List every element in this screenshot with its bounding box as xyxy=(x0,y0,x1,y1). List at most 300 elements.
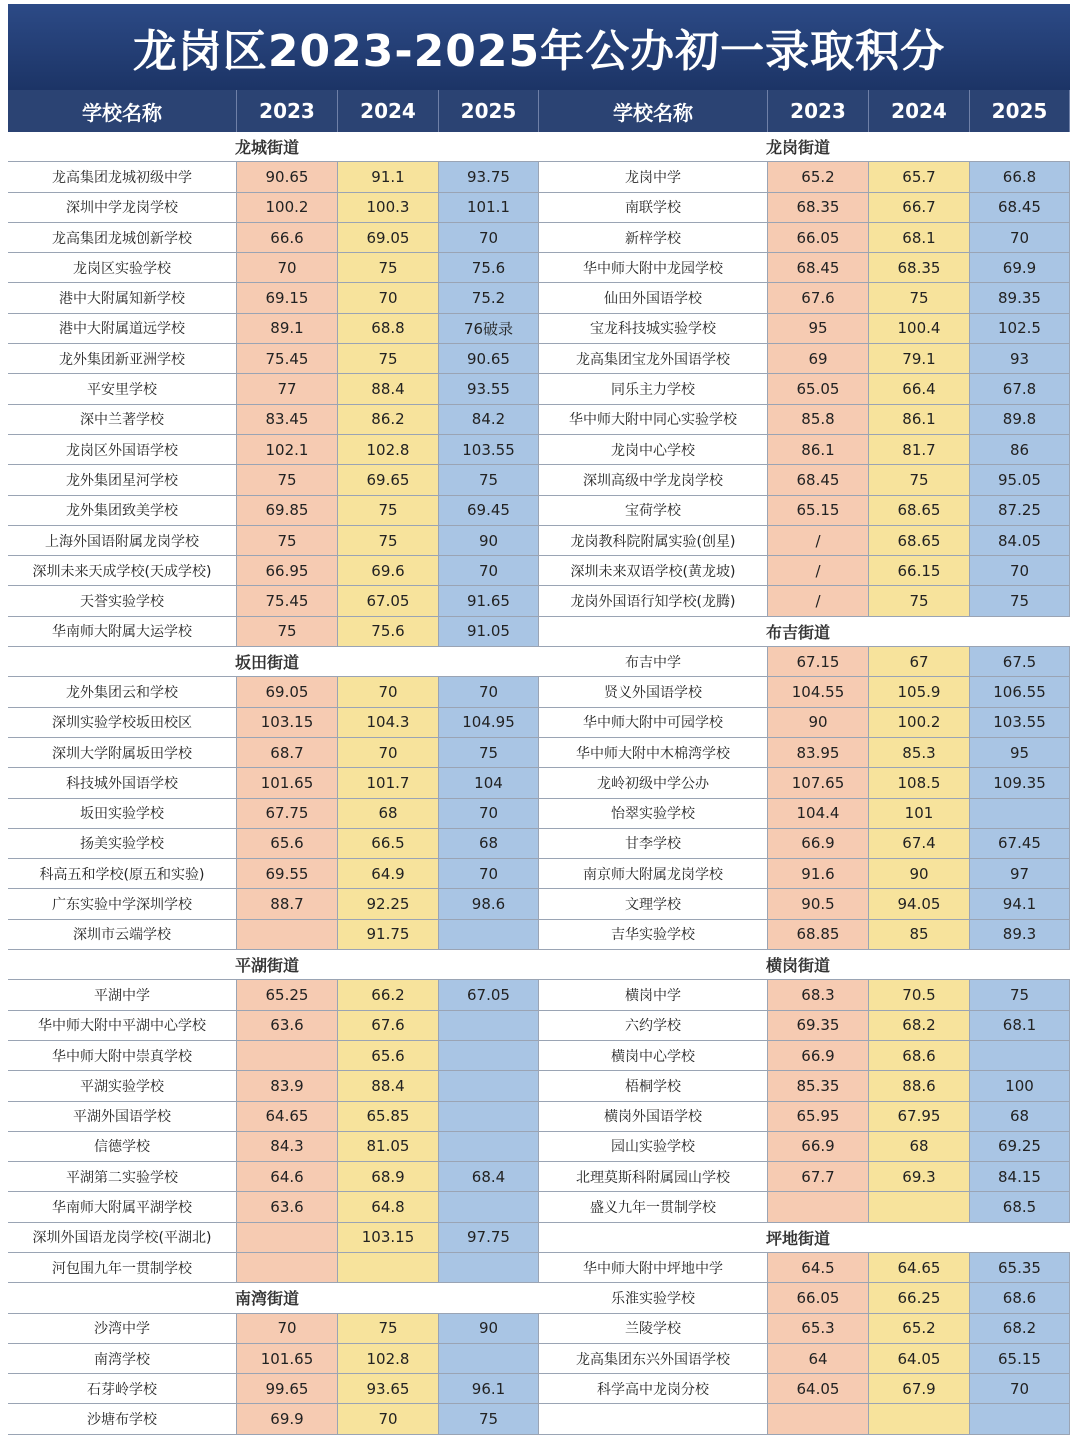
table-row xyxy=(539,1374,1070,1404)
table-row xyxy=(539,1253,1070,1283)
school-name-cell: 横岗外国语学校 xyxy=(539,1102,768,1131)
school-name-cell: 龙外集团致美学校 xyxy=(8,496,237,525)
table-row xyxy=(8,920,539,950)
school-name-cell: 信德学校 xyxy=(8,1132,237,1161)
score-2025-cell: 68 xyxy=(439,829,539,858)
score-2024-cell: 66.15 xyxy=(869,556,970,585)
table-row xyxy=(8,1404,539,1434)
score-2024-cell: 100.2 xyxy=(869,708,970,737)
table-row xyxy=(8,556,539,586)
score-2023-cell: 90.65 xyxy=(237,162,338,191)
score-2023-cell: 66.9 xyxy=(768,1041,869,1070)
score-2025-cell xyxy=(439,1041,539,1070)
score-2025-cell: 84.2 xyxy=(439,405,539,434)
school-name-cell: 港中大附属道远学校 xyxy=(8,314,237,343)
score-2025-cell: 90 xyxy=(439,1314,539,1343)
score-2025-cell: 97 xyxy=(970,859,1070,888)
table-row xyxy=(539,768,1070,798)
district-name: 布吉街道 xyxy=(765,622,830,642)
table-row xyxy=(539,253,1070,283)
score-2023-cell: 68.85 xyxy=(768,920,869,949)
school-name-cell: 平湖外国语学校 xyxy=(8,1102,237,1131)
score-2023-cell: 83.45 xyxy=(237,405,338,434)
school-name-cell: 深圳未来天成学校(天成学校) xyxy=(8,556,237,585)
school-name-cell: 龙岗中学 xyxy=(539,162,768,191)
score-2025-cell: 87.25 xyxy=(970,496,1070,525)
school-name-cell: 龙外集团新亚洲学校 xyxy=(8,344,237,373)
table-row xyxy=(539,193,1070,223)
score-2025-cell: 106.55 xyxy=(970,677,1070,706)
score-2024-cell: 64.8 xyxy=(338,1192,439,1221)
score-2024-cell: 67.9 xyxy=(869,1374,970,1403)
score-2023-cell: 65.2 xyxy=(768,162,869,191)
table-row xyxy=(539,920,1070,950)
score-2023-cell: 89.1 xyxy=(237,314,338,343)
score-2025-cell: 84.15 xyxy=(970,1162,1070,1191)
table-row xyxy=(8,889,539,919)
school-name-cell: 平湖实验学校 xyxy=(8,1071,237,1100)
score-2023-cell: 67.6 xyxy=(768,283,869,312)
score-2024-cell: 64.65 xyxy=(869,1253,970,1282)
score-2023-cell: 65.3 xyxy=(768,1314,869,1343)
table-row xyxy=(8,193,539,223)
table-row xyxy=(8,617,539,647)
table-row xyxy=(8,1344,539,1374)
school-name-cell: 科高五和学校(原五和实验) xyxy=(8,859,237,888)
school-name-cell: 梧桐学校 xyxy=(539,1071,768,1100)
score-2025-cell: 68.2 xyxy=(970,1314,1070,1343)
score-2024-cell: 68.65 xyxy=(869,496,970,525)
district-row xyxy=(8,1283,539,1313)
school-name-cell: 深圳高级中学龙岗学校 xyxy=(539,465,768,494)
score-2024-cell: 67.95 xyxy=(869,1102,970,1131)
score-2024-cell: 68 xyxy=(338,799,439,828)
table-row xyxy=(539,829,1070,859)
score-2025-cell: 75 xyxy=(439,738,539,767)
score-2025-cell: 67.45 xyxy=(970,829,1070,858)
table-row xyxy=(8,859,539,889)
table-row xyxy=(8,677,539,707)
district-row xyxy=(539,617,1070,647)
header-2025: 2025 xyxy=(439,90,539,132)
score-2023-cell: 66.05 xyxy=(768,223,869,252)
table-row xyxy=(8,708,539,738)
school-name-cell: 吉华实验学校 xyxy=(539,920,768,949)
score-2024-cell: 81.05 xyxy=(338,1132,439,1161)
score-2023-cell: 101.65 xyxy=(237,768,338,797)
header-2024: 2024 xyxy=(869,90,970,132)
score-2025-cell: 70 xyxy=(439,799,539,828)
school-name-cell: 同乐主力学校 xyxy=(539,374,768,403)
score-2024-cell: 75.6 xyxy=(338,617,439,646)
school-name-cell: 横岗中心学校 xyxy=(539,1041,768,1070)
school-name-cell: 深圳大学附属坂田学校 xyxy=(8,738,237,767)
score-2024-cell: 70.5 xyxy=(869,980,970,1009)
score-2023-cell: 69.85 xyxy=(237,496,338,525)
score-2024-cell: 66.5 xyxy=(338,829,439,858)
score-2024-cell: 68.2 xyxy=(869,1011,970,1040)
score-2024-cell: 101 xyxy=(869,799,970,828)
score-2025-cell: 70 xyxy=(970,223,1070,252)
school-name-cell: 华中师大附中同心实验学校 xyxy=(539,405,768,434)
table-row xyxy=(8,1041,539,1071)
score-2023-cell: 100.2 xyxy=(237,193,338,222)
table-row xyxy=(8,1192,539,1222)
score-2024-cell: 75 xyxy=(338,344,439,373)
score-2024-cell: 105.9 xyxy=(869,677,970,706)
school-name-cell: 沙塘布学校 xyxy=(8,1404,237,1433)
score-2023-cell: 101.65 xyxy=(237,1344,338,1373)
score-2024-cell: 75 xyxy=(338,526,439,555)
score-2025-cell: 75 xyxy=(970,980,1070,1009)
score-2023-cell: 75 xyxy=(237,617,338,646)
score-2023-cell: 83.9 xyxy=(237,1071,338,1100)
school-name-cell: 龙岭初级中学公办 xyxy=(539,768,768,797)
school-name-cell: 上海外国语附属龙岗学校 xyxy=(8,526,237,555)
score-2023-cell: 83.95 xyxy=(768,738,869,767)
score-2023-cell: 85.8 xyxy=(768,405,869,434)
score-2025-cell: 90.65 xyxy=(439,344,539,373)
score-2023-cell: 65.25 xyxy=(237,980,338,1009)
score-2023-cell xyxy=(237,1041,338,1070)
score-2024-cell: 102.8 xyxy=(338,1344,439,1373)
score-2024-cell: 68.35 xyxy=(869,253,970,282)
header-2025: 2025 xyxy=(970,90,1070,132)
score-2025-cell: 70 xyxy=(439,223,539,252)
score-2024-cell: 108.5 xyxy=(869,768,970,797)
score-2025-cell: 67.8 xyxy=(970,374,1070,403)
score-2025-cell: 70 xyxy=(439,677,539,706)
table-row xyxy=(539,1314,1070,1344)
score-2025-cell: 95 xyxy=(970,738,1070,767)
score-2023-cell: 64.05 xyxy=(768,1374,869,1403)
district-name: 龙城街道 xyxy=(234,138,299,158)
score-2024-cell: 92.25 xyxy=(338,889,439,918)
score-2023-cell: / xyxy=(768,526,869,555)
score-2023-cell: 69 xyxy=(768,344,869,373)
score-2023-cell xyxy=(768,1192,869,1221)
score-2024-cell: 85 xyxy=(869,920,970,949)
school-name-cell: 乐淮实验学校 xyxy=(539,1283,768,1312)
district-name: 平湖街道 xyxy=(234,956,299,976)
school-name-cell: 甘李学校 xyxy=(539,829,768,858)
table-row xyxy=(539,1132,1070,1162)
score-2025-cell xyxy=(439,1071,539,1100)
score-2025-cell: 91.65 xyxy=(439,586,539,615)
score-2023-cell: 70 xyxy=(237,1314,338,1343)
table-row xyxy=(8,980,539,1010)
score-2024-cell: 86.1 xyxy=(869,405,970,434)
school-name-cell: 龙高集团宝龙外国语学校 xyxy=(539,344,768,373)
score-2023-cell: 69.55 xyxy=(237,859,338,888)
school-name-cell: 怡翠实验学校 xyxy=(539,799,768,828)
district-name: 龙岗街道 xyxy=(765,138,830,158)
score-2025-cell: 76破录 xyxy=(439,314,539,343)
table-row xyxy=(539,647,1070,677)
score-2023-cell: 66.05 xyxy=(768,1283,869,1312)
school-name-cell: 深圳外国语龙岗学校(平湖北) xyxy=(8,1223,237,1252)
header-2023: 2023 xyxy=(768,90,869,132)
score-2025-cell xyxy=(439,1192,539,1221)
score-2025-cell: 90 xyxy=(439,526,539,555)
table-header xyxy=(8,90,539,132)
score-2024-cell: 69.3 xyxy=(869,1162,970,1191)
score-2024-cell: 100.3 xyxy=(338,193,439,222)
score-2025-cell: 84.05 xyxy=(970,526,1070,555)
score-2023-cell: 64.5 xyxy=(768,1253,869,1282)
score-2025-cell: 91.05 xyxy=(439,617,539,646)
score-2023-cell: / xyxy=(768,556,869,585)
score-2025-cell: 65.35 xyxy=(970,1253,1070,1282)
score-2024-cell: 66.7 xyxy=(869,193,970,222)
score-2023-cell: 95 xyxy=(768,314,869,343)
score-2025-cell: 86 xyxy=(970,435,1070,464)
table-row xyxy=(539,708,1070,738)
table-row xyxy=(8,586,539,616)
school-name-cell: 华中师大附中可园学校 xyxy=(539,708,768,737)
table-row xyxy=(539,1071,1070,1101)
score-2024-cell: 70 xyxy=(338,283,439,312)
school-name-cell: 龙岗外国语行知学校(龙腾) xyxy=(539,586,768,615)
school-name-cell: 石芽岭学校 xyxy=(8,1374,237,1403)
score-2023-cell: 65.6 xyxy=(237,829,338,858)
score-2024-cell: 75 xyxy=(869,465,970,494)
score-2025-cell: 68.1 xyxy=(970,1011,1070,1040)
score-2024-cell: 65.6 xyxy=(338,1041,439,1070)
score-2023-cell: 104.55 xyxy=(768,677,869,706)
score-2024-cell: 67 xyxy=(869,647,970,676)
score-2023-cell: 75 xyxy=(237,465,338,494)
score-2024-cell: 64.9 xyxy=(338,859,439,888)
score-2024-cell xyxy=(869,1192,970,1221)
score-2023-cell: 65.95 xyxy=(768,1102,869,1131)
district-row xyxy=(8,132,539,162)
school-name-cell: 龙高集团龙城初级中学 xyxy=(8,162,237,191)
school-name-cell: 平湖中学 xyxy=(8,980,237,1009)
score-2023-cell: 77 xyxy=(237,374,338,403)
school-name-cell: 布吉中学 xyxy=(539,647,768,676)
score-2025-cell: 69.45 xyxy=(439,496,539,525)
district-row xyxy=(8,647,539,677)
score-2024-cell: 65.85 xyxy=(338,1102,439,1131)
score-2023-cell: 70 xyxy=(237,253,338,282)
score-2025-cell: 101.1 xyxy=(439,193,539,222)
table-row xyxy=(8,465,539,495)
school-name-cell: 华南师大附属平湖学校 xyxy=(8,1192,237,1221)
score-2025-cell: 70 xyxy=(439,556,539,585)
score-2024-cell: 86.2 xyxy=(338,405,439,434)
score-2025-cell: 69.25 xyxy=(970,1132,1070,1161)
score-2025-cell: 103.55 xyxy=(439,435,539,464)
score-2025-cell: 68.4 xyxy=(439,1162,539,1191)
school-name-cell: 龙高集团龙城创新学校 xyxy=(8,223,237,252)
school-name-cell: 北理莫斯科附属园山学校 xyxy=(539,1162,768,1191)
school-name-cell: 龙外集团云和学校 xyxy=(8,677,237,706)
table-row xyxy=(8,1253,539,1283)
school-name-cell: 六约学校 xyxy=(539,1011,768,1040)
table-header xyxy=(539,90,1070,132)
table-row xyxy=(8,314,539,344)
school-name-cell: 广东实验中学深圳学校 xyxy=(8,889,237,918)
score-2024-cell: 93.65 xyxy=(338,1374,439,1403)
table-row xyxy=(539,283,1070,313)
score-2025-cell: 69.9 xyxy=(970,253,1070,282)
school-name-cell: 港中大附属知新学校 xyxy=(8,283,237,312)
score-2023-cell: 66.6 xyxy=(237,223,338,252)
score-2024-cell: 75 xyxy=(338,1314,439,1343)
score-2023-cell: 90.5 xyxy=(768,889,869,918)
score-2023-cell: 68.7 xyxy=(237,738,338,767)
table-row xyxy=(8,829,539,859)
score-2025-cell: 93 xyxy=(970,344,1070,373)
score-2025-cell: 75.6 xyxy=(439,253,539,282)
score-2025-cell xyxy=(439,1011,539,1040)
score-2024-cell: 66.25 xyxy=(869,1283,970,1312)
score-2024-cell: 75 xyxy=(338,253,439,282)
school-name-cell: 坂田实验学校 xyxy=(8,799,237,828)
school-name-cell: 华中师大附中木棉湾学校 xyxy=(539,738,768,767)
table-row xyxy=(8,1071,539,1101)
score-2025-cell xyxy=(439,920,539,949)
score-2025-cell: 68.45 xyxy=(970,193,1070,222)
score-2025-cell: 70 xyxy=(970,556,1070,585)
score-2025-cell: 66.8 xyxy=(970,162,1070,191)
score-2024-cell: 101.7 xyxy=(338,768,439,797)
score-2023-cell xyxy=(768,1404,869,1433)
school-name-cell: 龙岗中心学校 xyxy=(539,435,768,464)
district-name: 坪地街道 xyxy=(765,1228,830,1248)
school-name-cell: 深圳中学龙岗学校 xyxy=(8,193,237,222)
school-name-cell: 深中兰著学校 xyxy=(8,405,237,434)
score-2023-cell: 67.15 xyxy=(768,647,869,676)
score-2024-cell: 104.3 xyxy=(338,708,439,737)
score-2023-cell: 75 xyxy=(237,526,338,555)
district-row xyxy=(8,950,539,980)
score-2023-cell: 66.9 xyxy=(768,1132,869,1161)
table-row xyxy=(539,496,1070,526)
score-2023-cell: 102.1 xyxy=(237,435,338,464)
table-row xyxy=(8,526,539,556)
school-name-cell: 扬美实验学校 xyxy=(8,829,237,858)
score-2023-cell: 69.9 xyxy=(237,1404,338,1433)
score-2024-cell: 67.6 xyxy=(338,1011,439,1040)
table-row xyxy=(539,1192,1070,1222)
table-row xyxy=(8,768,539,798)
score-2024-cell: 68.6 xyxy=(869,1041,970,1070)
score-2024-cell: 75 xyxy=(869,586,970,615)
score-2025-cell xyxy=(439,1344,539,1373)
table-row xyxy=(539,980,1070,1010)
school-name-cell: 仙田外国语学校 xyxy=(539,283,768,312)
school-name-cell: 龙岗区实验学校 xyxy=(8,253,237,282)
score-2023-cell: 64 xyxy=(768,1344,869,1373)
left-table xyxy=(8,90,539,1435)
score-2023-cell: 69.35 xyxy=(768,1011,869,1040)
score-2025-cell: 75 xyxy=(970,586,1070,615)
table-row xyxy=(539,1102,1070,1132)
school-name-cell: 文理学校 xyxy=(539,889,768,918)
score-2023-cell: 69.15 xyxy=(237,283,338,312)
table-row xyxy=(539,586,1070,616)
score-2025-cell xyxy=(970,1041,1070,1070)
right-table xyxy=(539,90,1070,1435)
score-2025-cell: 100 xyxy=(970,1071,1070,1100)
table-row xyxy=(8,435,539,465)
right-table-body xyxy=(539,132,1070,1435)
score-2024-cell: 69.6 xyxy=(338,556,439,585)
table-row xyxy=(8,799,539,829)
score-2024-cell: 94.05 xyxy=(869,889,970,918)
score-2025-cell xyxy=(439,1102,539,1131)
table-row xyxy=(8,162,539,192)
school-name-cell: 兰陵学校 xyxy=(539,1314,768,1343)
table-row xyxy=(539,556,1070,586)
score-2024-cell: 88.4 xyxy=(338,374,439,403)
score-2025-cell: 97.75 xyxy=(439,1223,539,1252)
score-2024-cell: 79.1 xyxy=(869,344,970,373)
table-row xyxy=(8,344,539,374)
score-2023-cell: 75.45 xyxy=(237,344,338,373)
school-name-cell: 宝龙科技城实验学校 xyxy=(539,314,768,343)
score-2024-cell: 68.9 xyxy=(338,1162,439,1191)
score-2024-cell: 91.75 xyxy=(338,920,439,949)
school-name-cell: 南湾学校 xyxy=(8,1344,237,1373)
table-row xyxy=(8,738,539,768)
score-2025-cell: 70 xyxy=(970,1374,1070,1403)
score-2023-cell: 86.1 xyxy=(768,435,869,464)
score-2025-cell xyxy=(970,799,1070,828)
score-2024-cell: 91.1 xyxy=(338,162,439,191)
table-row xyxy=(8,374,539,404)
score-2023-cell: 68.3 xyxy=(768,980,869,1009)
score-2025-cell: 109.35 xyxy=(970,768,1070,797)
score-2024-cell: 70 xyxy=(338,677,439,706)
score-2025-cell: 75 xyxy=(439,465,539,494)
score-2023-cell: 84.3 xyxy=(237,1132,338,1161)
table-row xyxy=(8,253,539,283)
score-2025-cell: 94.1 xyxy=(970,889,1070,918)
score-2025-cell: 70 xyxy=(439,859,539,888)
table-row xyxy=(8,1162,539,1192)
table-row xyxy=(539,1011,1070,1041)
score-2024-cell: 68.65 xyxy=(869,526,970,555)
score-2023-cell: 65.05 xyxy=(768,374,869,403)
score-2025-cell xyxy=(439,1253,539,1282)
table-row xyxy=(8,1223,539,1253)
score-2024-cell: 67.05 xyxy=(338,586,439,615)
score-2024-cell xyxy=(869,1404,970,1433)
score-2023-cell: 67.75 xyxy=(237,799,338,828)
table-row xyxy=(539,677,1070,707)
score-2023-cell: 85.35 xyxy=(768,1071,869,1100)
school-name-cell: 园山实验学校 xyxy=(539,1132,768,1161)
score-2025-cell: 68.5 xyxy=(970,1192,1070,1221)
table-row xyxy=(539,344,1070,374)
score-2023-cell: 66.9 xyxy=(768,829,869,858)
score-2023-cell xyxy=(237,1253,338,1282)
table-row xyxy=(8,283,539,313)
table-row xyxy=(539,889,1070,919)
score-2023-cell: 90 xyxy=(768,708,869,737)
school-name-cell: 华中师大附中崇真学校 xyxy=(8,1041,237,1070)
table-row xyxy=(539,1283,1070,1313)
school-name-cell: 沙湾中学 xyxy=(8,1314,237,1343)
table-row xyxy=(8,1314,539,1344)
score-2023-cell: 88.7 xyxy=(237,889,338,918)
table-row xyxy=(539,374,1070,404)
district-name: 坂田街道 xyxy=(234,653,299,673)
score-2023-cell: 66.95 xyxy=(237,556,338,585)
